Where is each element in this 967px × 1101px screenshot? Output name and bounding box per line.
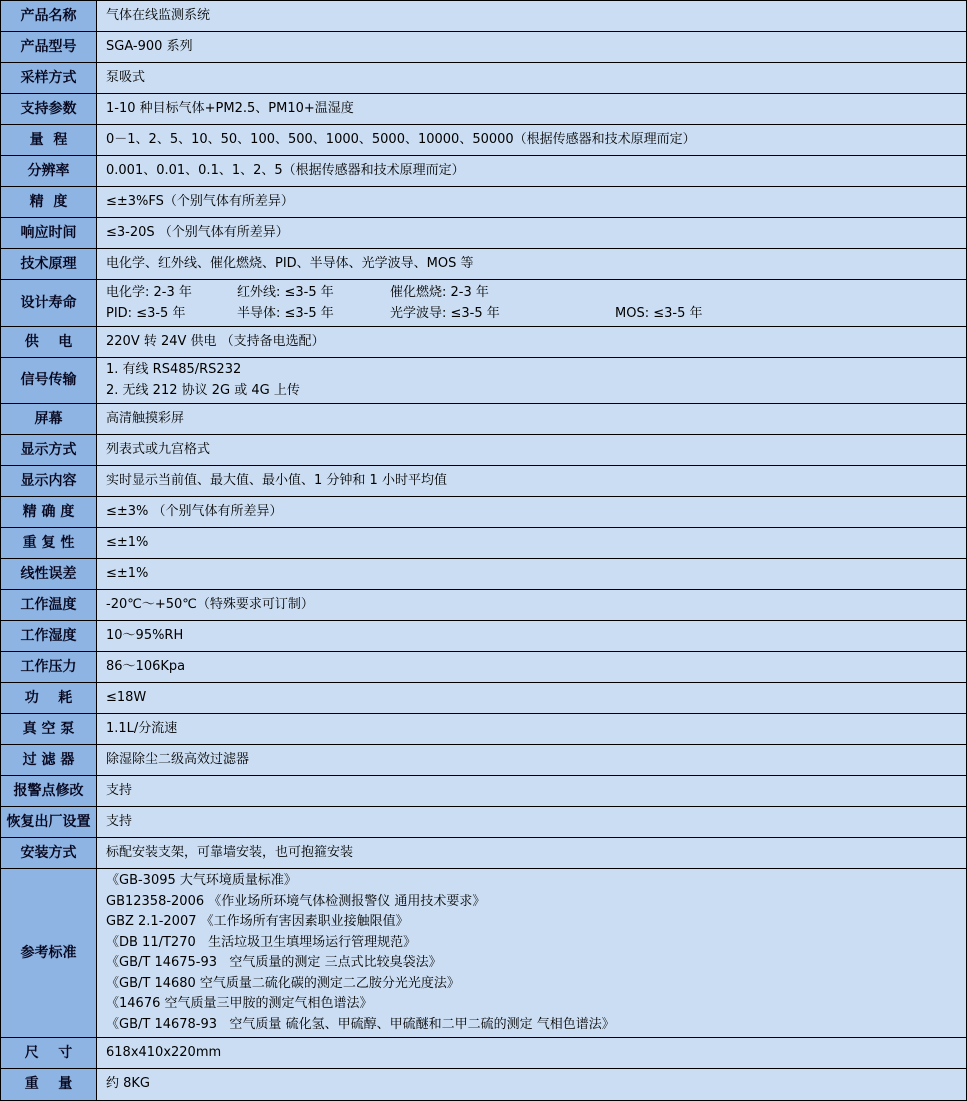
row-value-line: ≤18W <box>106 689 147 705</box>
row-label: 分辨率 <box>1 156 97 186</box>
row-label: 恢复出厂设置 <box>1 807 97 837</box>
spec-row <box>1 156 966 187</box>
row-value <box>97 621 966 651</box>
row-value-line: 《GB/T 14680 空气质量二硫化碳的测定二乙胺分光光度法》 <box>106 975 460 991</box>
design-life-line <box>106 282 958 303</box>
row-label: 信号传输 <box>1 358 97 403</box>
row-value-line: 1.1L/分流速 <box>106 720 178 736</box>
row-label: 工作压力 <box>1 652 97 682</box>
row-value-line: 《GB-3095 大气环境质量标准》 <box>106 873 297 888</box>
spec-row <box>1 218 966 249</box>
spec-row <box>1 838 966 869</box>
row-value-line: ≤±3% （个别气体有所差异） <box>106 503 283 519</box>
row-value-line: 标配安装支架，可靠墙安装，也可抱箍安装 <box>106 844 354 860</box>
row-value <box>97 497 966 527</box>
row-label: 报警点修改 <box>1 776 97 806</box>
row-value-line: 《GB/T 14675-93 空气质量的测定 三点式比较臭袋法》 <box>106 955 442 970</box>
row-label: 工作湿度 <box>1 621 97 651</box>
row-value <box>97 1038 966 1068</box>
row-label: 工作温度 <box>1 590 97 620</box>
spec-row <box>1 528 966 559</box>
design-life-item: PID: ≤3-5 年 <box>106 306 186 321</box>
row-value <box>97 745 966 775</box>
row-value-line: 《14676 空气质量三甲胺的测定气相色谱法》 <box>106 996 373 1011</box>
row-value-line: SGA-900 系列 <box>106 38 193 54</box>
row-label: 产品型号 <box>1 32 97 62</box>
row-label: 供 电 <box>1 327 97 357</box>
row-value-line: 220V 转 24V 供电 （支持备电选配） <box>106 333 325 349</box>
row-value <box>97 156 966 186</box>
row-value-line: 泵吸式 <box>106 69 146 85</box>
row-value-line: -20℃～+50℃（特殊要求可订制） <box>106 596 314 612</box>
spec-row <box>1 714 966 745</box>
row-label: 真 空 泵 <box>1 714 97 744</box>
row-value-line: ≤±3%FS（个别气体有所差异） <box>106 193 294 209</box>
spec-row <box>1 590 966 621</box>
row-value-line: 约 8KG <box>106 1076 151 1092</box>
row-label: 重 量 <box>1 1069 97 1100</box>
row-value <box>97 327 966 357</box>
spec-row <box>1 32 966 63</box>
row-value-line: 支持 <box>106 813 133 829</box>
row-value <box>97 187 966 217</box>
row-label: 屏幕 <box>1 404 97 434</box>
row-value-line: 2. 无线 212 协议 2G 或 4G 上传 <box>106 382 300 398</box>
design-life-item: MOS: ≤3-5 年 <box>615 306 703 321</box>
row-value-line: 1-10 种目标气体+PM2.5、PM10+温湿度 <box>106 100 354 116</box>
spec-row <box>1 1069 966 1100</box>
spec-row <box>1 94 966 125</box>
row-value-line: GBZ 2.1-2007 《工作场所有害因素职业接触限值》 <box>106 914 409 929</box>
spec-row <box>1 652 966 683</box>
spec-row <box>1 683 966 714</box>
row-label: 响应时间 <box>1 218 97 248</box>
row-value <box>97 435 966 465</box>
row-value <box>97 358 966 403</box>
row-value <box>97 404 966 434</box>
row-value-line: 电化学、红外线、催化燃烧、PID、半导体、光学波导、MOS 等 <box>106 255 474 271</box>
row-value-line: 实时显示当前值、最大值、最小值、1 分钟和 1 小时平均值 <box>106 472 447 488</box>
row-label: 精 度 <box>1 187 97 217</box>
row-value <box>97 776 966 806</box>
spec-row <box>1 187 966 218</box>
spec-row <box>1 1038 966 1069</box>
row-value-line: 1. 有线 RS485/RS232 <box>106 362 242 377</box>
spec-row <box>1 869 966 1038</box>
design-life-item: 红外线: ≤3-5 年 <box>237 285 334 300</box>
design-life-item <box>615 282 958 303</box>
spec-row <box>1 621 966 652</box>
row-value-line: ≤3-20S （个别气体有所差异） <box>106 224 289 240</box>
row-value-line: 《DB 11/T270 生活垃圾卫生填埋场运行管理规范》 <box>106 934 417 950</box>
row-value-line: 0.001、0.01、0.1、1、2、5（根据传感器和技术原理而定） <box>106 162 465 178</box>
spec-row <box>1 435 966 466</box>
row-label: 采样方式 <box>1 63 97 93</box>
row-value-line: 除湿除尘二级高效过滤器 <box>106 751 250 767</box>
row-value <box>97 218 966 248</box>
spec-row <box>1 497 966 528</box>
row-value <box>97 466 966 496</box>
spec-row <box>1 63 966 94</box>
spec-row <box>1 776 966 807</box>
row-value-line: 0－1、2、5、10、50、100、500、1000、5000、10000、50000（根据传感器和技术原理而定） <box>106 131 696 147</box>
spec-row <box>1 466 966 497</box>
spec-row <box>1 358 966 404</box>
row-value <box>97 869 966 1037</box>
row-value <box>97 590 966 620</box>
row-value <box>97 63 966 93</box>
row-value-line: 高清触摸彩屏 <box>106 410 185 426</box>
row-value-line: 10～95%RH <box>106 627 184 643</box>
row-value <box>97 94 966 124</box>
row-value-line: ≤±1% <box>106 534 149 550</box>
design-life-item: 半导体: ≤3-5 年 <box>237 306 334 321</box>
spec-row <box>1 1 966 32</box>
row-value <box>97 125 966 155</box>
spec-row <box>1 249 966 280</box>
spec-row <box>1 807 966 838</box>
row-value <box>97 280 966 326</box>
row-value <box>97 249 966 279</box>
row-label: 参考标准 <box>1 869 97 1037</box>
row-value-line: 气体在线监测系统 <box>106 7 211 23</box>
spec-row <box>1 559 966 590</box>
row-label: 量 程 <box>1 125 97 155</box>
row-label: 安装方式 <box>1 838 97 868</box>
row-label: 支持参数 <box>1 94 97 124</box>
row-label: 精 确 度 <box>1 497 97 527</box>
row-label: 设计寿命 <box>1 280 97 326</box>
spec-row <box>1 280 966 327</box>
row-label: 过 滤 器 <box>1 745 97 775</box>
row-value <box>97 528 966 558</box>
row-label: 功 耗 <box>1 683 97 713</box>
row-value <box>97 807 966 837</box>
row-value <box>97 714 966 744</box>
design-life-item: 电化学: 2-3 年 <box>106 285 192 300</box>
row-label: 线性误差 <box>1 559 97 589</box>
row-value-line: 618x410x220mm <box>106 1044 222 1060</box>
row-value <box>97 652 966 682</box>
design-life-item: 催化燃烧: 2-3 年 <box>390 285 489 300</box>
row-label: 显示内容 <box>1 466 97 496</box>
row-value-line: 支持 <box>106 782 133 798</box>
row-value-line: ≤±1% <box>106 565 149 581</box>
row-label: 显示方式 <box>1 435 97 465</box>
spec-row <box>1 327 966 358</box>
row-value <box>97 559 966 589</box>
design-life-item: 光学波导: ≤3-5 年 <box>390 306 500 321</box>
row-value-line: 《GB/T 14678-93 空气质量 硫化氢、甲硫醇、甲硫醚和二甲二硫的测定 气相色谱法》 <box>106 1016 615 1032</box>
row-value-line: GB12358-2006 《作业场所环境气体检测报警仪 通用技术要求》 <box>106 893 486 909</box>
row-value <box>97 32 966 62</box>
spec-row <box>1 745 966 776</box>
row-value <box>97 838 966 868</box>
row-value-line: 列表式或九宫格式 <box>106 441 211 457</box>
row-label: 重 复 性 <box>1 528 97 558</box>
design-life-line <box>106 303 958 324</box>
spec-row <box>1 404 966 435</box>
row-label: 产品名称 <box>1 1 97 31</box>
spec-row <box>1 125 966 156</box>
row-label: 技术原理 <box>1 249 97 279</box>
row-value <box>97 1069 966 1100</box>
row-label: 尺 寸 <box>1 1038 97 1068</box>
row-value <box>97 683 966 713</box>
row-value <box>97 1 966 31</box>
row-value-line: 86～106Kpa <box>106 658 186 674</box>
